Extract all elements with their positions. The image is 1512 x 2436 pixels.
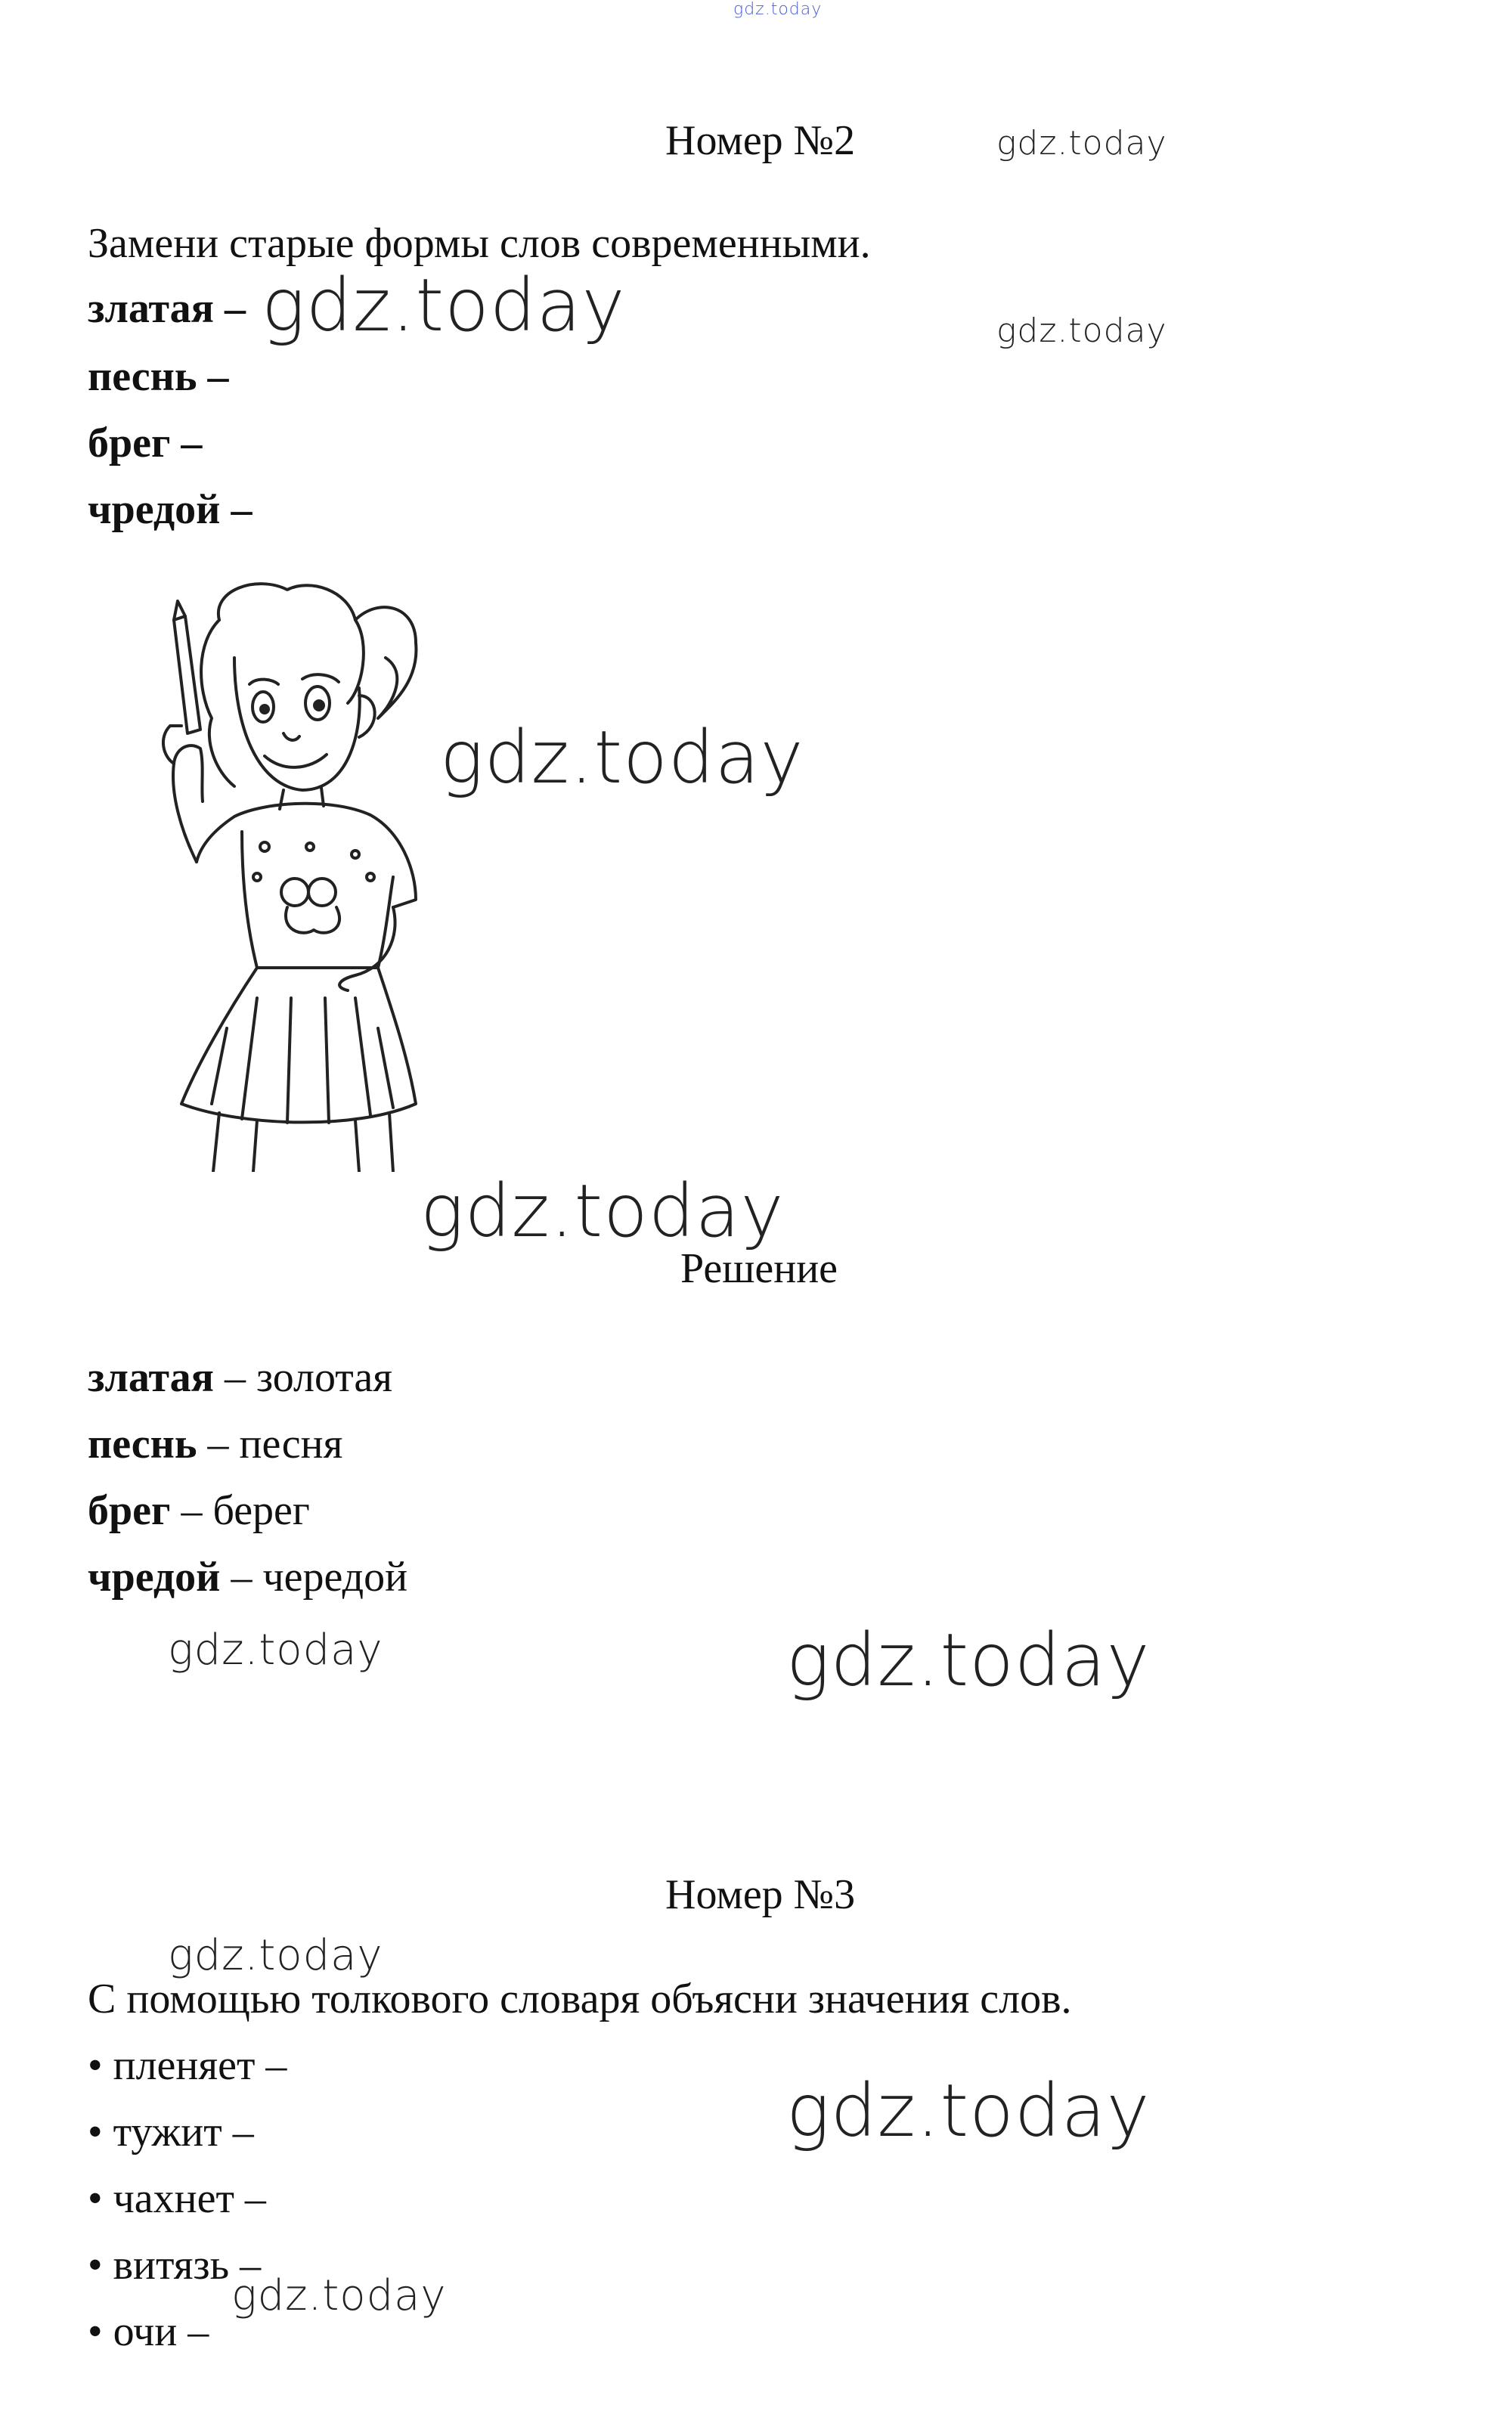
task3-item: • тужит – <box>88 2109 254 2156</box>
watermark: gdz.today <box>440 715 804 800</box>
solution-answer: песня <box>239 1421 343 1467</box>
solution-row <box>88 1356 392 1399</box>
task2-item: чредой – <box>88 486 253 533</box>
solution-answer: чередой <box>262 1554 408 1601</box>
solution-word: брег <box>88 1487 171 1534</box>
solution-word: чредой <box>88 1554 221 1601</box>
task2-item: златая – <box>88 285 246 332</box>
task2-item: брег – <box>88 420 203 466</box>
solution-word: златая <box>88 1354 214 1401</box>
watermark: gdz.today <box>786 1618 1151 1703</box>
solution-row <box>88 1423 342 1465</box>
task2-instruction: Замени старые формы слов современными. <box>88 220 871 267</box>
watermark: gdz.today <box>168 1626 383 1675</box>
solution-row <box>88 1554 408 1601</box>
solution-sep: – <box>213 1354 256 1401</box>
watermark: gdz.today <box>231 2271 447 2320</box>
task3-instruction: С помощью толкового словаря объясни значения слов. <box>88 1976 1072 2022</box>
solution-row <box>88 1489 310 1532</box>
task2-item: песнь – <box>88 353 229 400</box>
watermark: gdz.today <box>168 1931 383 1980</box>
solution-sep: – <box>170 1487 213 1534</box>
solution-title: Решение <box>680 1245 838 1292</box>
task3-item: • витязь – <box>88 2242 262 2289</box>
solution-word: песнь <box>88 1421 197 1467</box>
watermark: gdz.today <box>996 124 1167 163</box>
top-watermark: gdz.today <box>733 0 823 19</box>
task2-title: Номер №2 <box>665 117 856 164</box>
solution-sep: – <box>197 1421 240 1467</box>
task3-title: Номер №3 <box>665 1871 856 1918</box>
task3-item: • чахнет – <box>88 2175 266 2222</box>
solution-answer: берег <box>212 1487 310 1534</box>
task3-item: • очи – <box>88 2308 209 2355</box>
watermark: gdz.today <box>420 1169 785 1254</box>
solution-answer: золотая <box>256 1354 392 1401</box>
solution-sep: – <box>220 1554 263 1601</box>
watermark: gdz.today <box>996 311 1167 350</box>
watermark: gdz.today <box>786 2069 1151 2153</box>
task3-item: • пленяет – <box>88 2042 287 2089</box>
girl-with-pencil-illustration <box>129 575 484 1172</box>
watermark: gdz.today <box>262 263 626 348</box>
